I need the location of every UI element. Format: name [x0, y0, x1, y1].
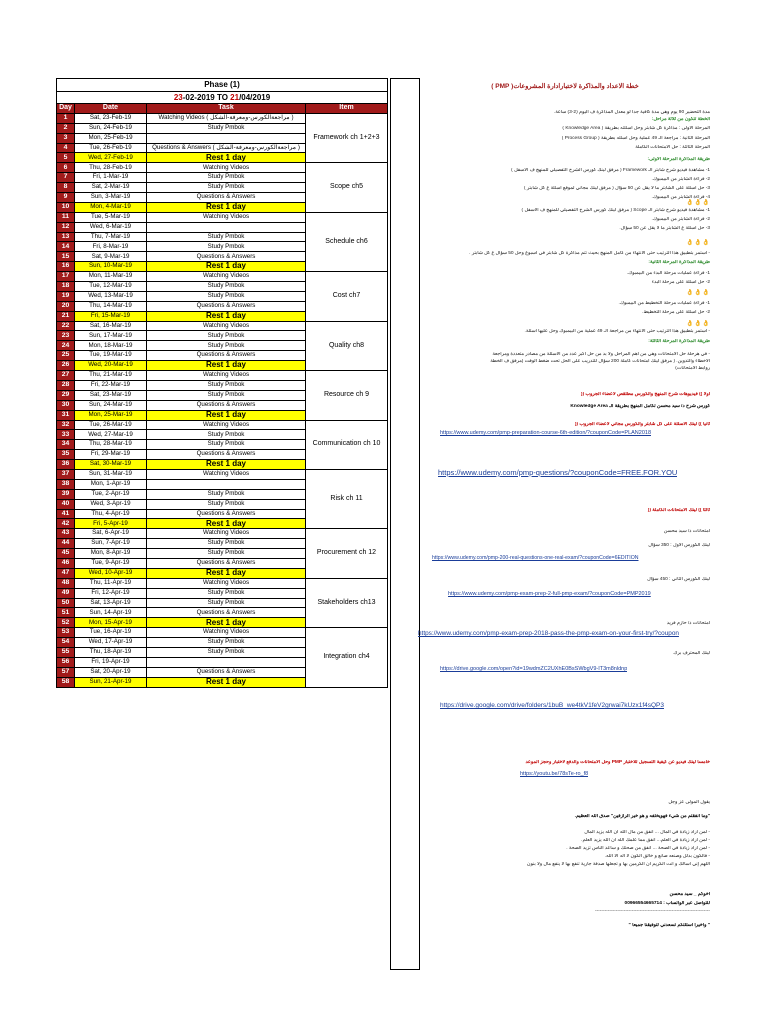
day-number: 33 — [57, 430, 75, 440]
task-cell: Watching Videos — [147, 420, 306, 430]
note-line: ------------------------------------------------------------------------ — [594, 909, 710, 914]
note-line: المرحلة الثالثة : حل الامتحانات الكاملة — [635, 145, 710, 150]
item-chapter: Scope ch5 — [306, 163, 388, 212]
note-line: 1- قراءة عمليات مرحلة البدء من البيمبوك. — [626, 271, 710, 276]
note-line: طريقة المذاكرة المرحلة الثالثة: — [648, 339, 710, 344]
rest-day-cell: Rest 1 day — [147, 568, 306, 578]
date-cell: Wed, 3-Apr-19 — [75, 499, 147, 509]
day-number: 47 — [57, 568, 75, 578]
table-row — [57, 578, 388, 588]
date-cell: Fri, 22-Mar-19 — [75, 380, 147, 390]
day-number: 9 — [57, 193, 75, 203]
task-cell: Questions & Answers — [147, 558, 306, 568]
rest-day-cell: Rest 1 day — [147, 153, 306, 163]
resource-link[interactable]: https://www.udemy.com/pmp-questions/?couponCode=FREE.FOR.YOU — [438, 468, 678, 477]
note-line: - لمن اراد زيادة في العلم... انفق مما علمك الله ان الله يزيد العلم. — [581, 838, 710, 843]
note-line: 2- قراءة الشابتر من البيمبوك. — [651, 177, 710, 182]
note-line: طريقة المذاكرة المرحلة الثانية: — [648, 260, 710, 265]
day-number: 55 — [57, 647, 75, 657]
note-line: - لمن اراد زيادة في الصحة ... انفق من صحتك و ساعد الناس تزيد الصحة . — [566, 846, 710, 851]
table-row — [57, 113, 388, 123]
day-number: 41 — [57, 509, 75, 519]
day-number: 51 — [57, 608, 75, 618]
task-cell: Study Pmbok — [147, 440, 306, 450]
task-cell: Study Pmbok — [147, 499, 306, 509]
date-cell: Mon, 18-Mar-19 — [75, 341, 147, 351]
day-number: 39 — [57, 489, 75, 499]
date-cell: Tue, 19-Mar-19 — [75, 351, 147, 361]
note-line: كورس شرح د/ سيد محسن تكامل المنهج بطريقة الـ Knowledge Area — [570, 404, 710, 409]
date-cell: Sat, 2-Mar-19 — [75, 183, 147, 193]
task-cell: Study Pmbok — [147, 390, 306, 400]
day-number: 54 — [57, 638, 75, 648]
day-number: 5 — [57, 153, 75, 163]
item-chapter: Framework ch 1+2+3 — [306, 113, 388, 162]
rest-day-cell: Rest 1 day — [147, 262, 306, 272]
task-cell: Questions & Answers ( مراجعةالكورس-ومعرفة-الشكل ) — [147, 143, 306, 153]
date-cell: Mon, 15-Apr-19 — [75, 618, 147, 628]
rest-day-cell: Rest 1 day — [147, 460, 306, 470]
table-row — [57, 321, 388, 331]
note-line: 1- قراءة عمليات مرحلة التخطيط من البيمبوك. — [618, 301, 710, 306]
day-number: 40 — [57, 499, 75, 509]
date-cell: Sun, 17-Mar-19 — [75, 331, 147, 341]
task-cell: Study Pmbok — [147, 549, 306, 559]
day-number: 26 — [57, 361, 75, 371]
task-cell: Study Pmbok — [147, 173, 306, 183]
note-line: يقول المولى عز وجل — [668, 800, 710, 805]
resource-link[interactable]: https://drive.google.com/drive/folders/1buB_we4tkV1feV2grwai7kUzx1f4sQP3 — [440, 702, 665, 709]
col-header-task: Task — [147, 104, 306, 114]
task-cell: Study Pmbok — [147, 539, 306, 549]
item-chapter: Schedule ch6 — [306, 212, 388, 271]
task-cell: Study Pmbok — [147, 380, 306, 390]
item-chapter: Cost ch7 — [306, 272, 388, 321]
note-line: اللهم إني أسألك و أنت الكريم ان الكرمين بها و تجعلها صدقة جارية تنفع بها لا ينفع مال ولا بنون — [526, 862, 710, 867]
resource-link[interactable]: https://youtu.be/78sTe-ro_f8 — [520, 771, 589, 777]
day-number: 25 — [57, 351, 75, 361]
note-line: - استمر بتطبيق هذا الترتيب حتى الانتهاء من مراجعة الـ 49 عملية من البيمبوك وحل عليها اسئلة. — [524, 329, 710, 334]
task-cell: Study Pmbok — [147, 242, 306, 252]
day-number: 19 — [57, 291, 75, 301]
day-number: 15 — [57, 252, 75, 262]
note-line: - فالكون بدلل وصنعه صانع و خالق الكون لا اله الا الله. — [604, 854, 710, 859]
note-line: المرحلة الثانية : مراجعة الـ 49 عملية وحل اسئله بطريقة ( Process Group ) — [561, 136, 710, 141]
task-cell: Study Pmbok — [147, 282, 306, 292]
note-line: "وما أنفقتم من شيء فهويخلفه و هو خير الرازقين" صدق الله العظيم. — [574, 814, 710, 819]
task-cell: Questions & Answers — [147, 301, 306, 311]
day-number: 16 — [57, 262, 75, 272]
day-number: 44 — [57, 539, 75, 549]
date-cell: Thu, 11-Apr-19 — [75, 578, 147, 588]
day-number: 29 — [57, 390, 75, 400]
day-number: 49 — [57, 588, 75, 598]
date-cell: Mon, 11-Mar-19 — [75, 272, 147, 282]
date-cell: Sat, 23-Feb-19 — [75, 113, 147, 123]
note-line: الاخطاء والتدوين. ( مرفق لينك امتحانات كاملة 200 سؤال للتدريب على الحل تحت ضغط الوقت (مرفق ف الخطة — [490, 359, 710, 364]
date-cell: Mon, 4-Mar-19 — [75, 202, 147, 212]
note-line: 2- حل اسئلة على مرحلة البدء — [651, 280, 710, 285]
task-cell — [147, 133, 306, 143]
date-cell: Tue, 2-Apr-19 — [75, 489, 147, 499]
date-cell: Thu, 4-Apr-19 — [75, 509, 147, 519]
table-row — [57, 163, 388, 173]
task-cell: Study Pmbok — [147, 331, 306, 341]
day-number: 50 — [57, 598, 75, 608]
rest-day-cell: Rest 1 day — [147, 202, 306, 212]
date-cell: Fri, 15-Mar-19 — [75, 311, 147, 321]
task-cell: Study Pmbok — [147, 291, 306, 301]
ok-hand-icon: 👌👌👌 — [686, 200, 710, 206]
note-line: - في هرحلة حل الامتحانات وهي من اهم المراحل ولا بد من حل اكبر عدد من الاسئلة من مصادر متعددة ومراجعة — [492, 352, 710, 357]
day-number: 57 — [57, 667, 75, 677]
day-number: 43 — [57, 529, 75, 539]
date-cell: Thu, 7-Mar-19 — [75, 232, 147, 242]
table-row — [57, 212, 388, 222]
task-cell: Study Pmbok — [147, 123, 306, 133]
table-row — [57, 420, 388, 430]
ok-hand-icon: 👌👌👌 — [686, 321, 710, 327]
resource-link[interactable]: https://www.udemy.com/pmp-exam-prep-2-full-pmp-exam/?couponCode=PMP2019 — [448, 591, 651, 597]
task-cell: Study Pmbok — [147, 430, 306, 440]
task-cell: Watching Videos — [147, 321, 306, 331]
day-number: 1 — [57, 113, 75, 123]
date-cell: Mon, 1-Apr-19 — [75, 479, 147, 489]
date-cell: Tue, 26-Mar-19 — [75, 420, 147, 430]
phase-title: Phase (1) — [57, 79, 388, 92]
date-cell: Wed, 13-Mar-19 — [75, 291, 147, 301]
note-line: لينك الكورس الثاني : 450 سؤال — [647, 577, 710, 582]
day-number: 27 — [57, 371, 75, 381]
date-cell: Sat, 20-Apr-19 — [75, 667, 147, 677]
table-row — [57, 272, 388, 282]
day-number: 10 — [57, 202, 75, 212]
day-number: 24 — [57, 341, 75, 351]
note-line: امتحانات د/ حازم فريد — [666, 621, 710, 626]
day-number: 23 — [57, 331, 75, 341]
date-cell: Thu, 28-Feb-19 — [75, 163, 147, 173]
note-line: ثانيا )) لينك الاسئلة على كل شابتر والكورس مجاني لاعضاء الجروب (( — [574, 422, 710, 427]
date-cell: Tue, 16-Apr-19 — [75, 628, 147, 638]
date-cell: Wed, 27-Feb-19 — [75, 153, 147, 163]
date-cell: Tue, 26-Feb-19 — [75, 143, 147, 153]
task-cell: Watching Videos — [147, 578, 306, 588]
date-cell: Sun, 24-Feb-19 — [75, 123, 147, 133]
rest-day-cell: Rest 1 day — [147, 519, 306, 529]
date-cell: Fri, 19-Apr-19 — [75, 657, 147, 667]
day-number: 4 — [57, 143, 75, 153]
note-line: اخوكم _ سيد محسن — [669, 892, 710, 897]
day-number: 30 — [57, 400, 75, 410]
schedule-table — [56, 78, 388, 688]
note-line: للتواصل عبر الواتساب : 00966554665714 — [624, 901, 710, 906]
task-cell: Questions & Answers — [147, 608, 306, 618]
note-line: مدة التحضير 90 يوم وهي مدة كافية جدا لو معدل المذاكرة ف اليوم (2-3) ساعة. — [553, 110, 710, 115]
date-cell: Thu, 28-Mar-19 — [75, 440, 147, 450]
note-line: 1- مشاهدة فيديو شرح شابتر الـ Framework ( مرفق لينك كورس الشرح التفصيلي للمنهج ف الاسفل ) — [511, 168, 710, 173]
task-cell: Study Pmbok — [147, 598, 306, 608]
task-cell: Watching Videos — [147, 272, 306, 282]
item-chapter: Resource ch 9 — [306, 371, 388, 420]
ok-hand-icon: 👌👌👌 — [686, 290, 710, 296]
date-cell: Tue, 12-Mar-19 — [75, 282, 147, 292]
date-cell: Sat, 16-Mar-19 — [75, 321, 147, 331]
resource-link[interactable]: https://www.udemy.com/pmp-exam-prep-2018-pass-the-pmp-exam-on-your-first-try/?coupon — [418, 630, 679, 637]
day-number: 58 — [57, 677, 75, 687]
note-line: لينك الكورس الاول : 350 سؤال — [648, 543, 710, 548]
date-cell: Sat, 6-Apr-19 — [75, 529, 147, 539]
rest-day-cell: Rest 1 day — [147, 311, 306, 321]
resource-link[interactable]: https://www.udemy.com/pmp-200-real-questions-one-real-exam/?couponCode=6EDITION — [432, 555, 639, 561]
plan-title: خطة الاعداد والمذاكرة لاختبارادارة المشروعات( PMP ) — [491, 83, 639, 90]
day-number: 37 — [57, 469, 75, 479]
day-number: 48 — [57, 578, 75, 588]
task-cell: Study Pmbok — [147, 489, 306, 499]
date-cell: Wed, 17-Apr-19 — [75, 638, 147, 648]
date-cell: Tue, 5-Mar-19 — [75, 212, 147, 222]
day-number: 20 — [57, 301, 75, 311]
note-line: خامسا لينك فيديو عن كيفية التسجيل للاختبار PMP وحل الامتحانات والدفع لاختبار وحجز الموعد — [525, 760, 710, 765]
task-cell: Questions & Answers — [147, 193, 306, 203]
date-cell: Sun, 21-Apr-19 — [75, 677, 147, 687]
note-line: أولا )) فيديوهات شرح المنهج والكورس مطلقص لاعضاء الجروب (( — [580, 392, 710, 397]
date-cell: Thu, 21-Mar-19 — [75, 371, 147, 381]
item-chapter: Stakeholders ch13 — [306, 578, 388, 627]
day-number: 52 — [57, 618, 75, 628]
date-cell: Wed, 27-Mar-19 — [75, 430, 147, 440]
task-cell — [147, 479, 306, 489]
day-number: 18 — [57, 282, 75, 292]
task-cell: Study Pmbok — [147, 232, 306, 242]
date-cell: Fri, 5-Apr-19 — [75, 519, 147, 529]
resource-link[interactable]: https://www.udemy.com/pmp-preparation-course-6th-edition/?couponCode=PLAN2018 — [440, 430, 652, 436]
task-cell: Questions & Answers — [147, 667, 306, 677]
date-cell: Thu, 18-Apr-19 — [75, 647, 147, 657]
date-cell: Mon, 8-Apr-19 — [75, 549, 147, 559]
day-number: 21 — [57, 311, 75, 321]
date-cell: Sun, 24-Mar-19 — [75, 400, 147, 410]
rest-day-cell: Rest 1 day — [147, 677, 306, 687]
day-number: 3 — [57, 133, 75, 143]
table-row — [57, 371, 388, 381]
note-line: 3- حل اسئلة على الشابتر ما لا يقل عن 50 سؤال ( مرفق لينك مجاني لموقع اسئلة ع كل شابتر ) — [523, 186, 710, 191]
day-number: 31 — [57, 410, 75, 420]
resource-link[interactable]: https://drive.google.com/open?id=19wdmZC2UXhE0BsSWbgV9-IT3m8nldnp — [440, 666, 628, 672]
task-cell: Watching Videos — [147, 163, 306, 173]
day-number: 14 — [57, 242, 75, 252]
day-number: 45 — [57, 549, 75, 559]
note-line: 3- حل اسئلة ع الشابتر ما لا يقل عن 50 سؤال. — [619, 226, 710, 231]
note-line: " واخيرا اسئلتكم تسعدني لتوفيقنا جميعا " — [628, 923, 710, 928]
date-cell: Wed, 20-Mar-19 — [75, 361, 147, 371]
day-number: 46 — [57, 558, 75, 568]
task-cell: Watching Videos — [147, 628, 306, 638]
date-cell: Thu, 14-Mar-19 — [75, 301, 147, 311]
task-cell: Study Pmbok — [147, 341, 306, 351]
date-cell: Sun, 31-Mar-19 — [75, 469, 147, 479]
date-cell: Sun, 3-Mar-19 — [75, 193, 147, 203]
column-divider — [390, 78, 420, 970]
day-number: 34 — [57, 440, 75, 450]
date-cell: Sat, 30-Mar-19 — [75, 460, 147, 470]
day-number: 35 — [57, 450, 75, 460]
task-cell: Watching Videos — [147, 212, 306, 222]
day-number: 7 — [57, 173, 75, 183]
note-line: امتحانات د/ سيد محسن — [663, 529, 710, 534]
task-cell: Watching Videos ( مراجعةالكورس-ومعرفة-الشكل ) — [147, 113, 306, 123]
item-chapter: Risk ch 11 — [306, 469, 388, 528]
item-chapter: Quality ch8 — [306, 321, 388, 370]
note-line: 2- حل اسئلة على مرحلة التخطيط. — [642, 310, 710, 315]
date-cell: Sun, 14-Apr-19 — [75, 608, 147, 618]
rest-day-cell: Rest 1 day — [147, 618, 306, 628]
note-line: ثالثا )) لينك الامتحانات الكاملة (( — [647, 508, 710, 513]
date-cell: Mon, 25-Mar-19 — [75, 410, 147, 420]
item-chapter: Integration ch4 — [306, 628, 388, 687]
item-chapter: Communication ch 10 — [306, 420, 388, 469]
note-line: روابط الامتحانات) — [675, 366, 710, 371]
note-line: لينك المحترف برك — [673, 651, 710, 656]
table-row — [57, 469, 388, 479]
day-number: 11 — [57, 212, 75, 222]
schedule-table-wrapper — [56, 78, 387, 688]
note-line: 4- قراءة الشابتر من البيمبوك. — [651, 195, 710, 200]
date-cell: Fri, 8-Mar-19 — [75, 242, 147, 252]
day-number: 8 — [57, 183, 75, 193]
task-cell: Questions & Answers — [147, 509, 306, 519]
date-cell: Sun, 7-Apr-19 — [75, 539, 147, 549]
note-line: - استمر بتطبيق هذا الترتيب حتى الانتهاء من كامل المنهج بحيث تتم مذاكرة كل شابتر في اسبوع وحل 50 سؤال ع كل شابتر . — [469, 251, 710, 256]
note-line: المرحلة الاولى : مذاكرة كل شابتر وحل اسئلته بطريقة ( Knowledge Area ) — [562, 126, 710, 131]
date-cell: Sat, 23-Mar-19 — [75, 390, 147, 400]
date-cell: Sun, 10-Mar-19 — [75, 262, 147, 272]
day-number: 38 — [57, 479, 75, 489]
task-cell: Watching Videos — [147, 469, 306, 479]
note-line: - لمن اراد زيادة في المال ... انفق من مال الله ان الله يزيد المال — [584, 830, 710, 835]
table-row — [57, 628, 388, 638]
note-line: طريقة المذاكرة المرحلة الأولى: — [647, 157, 710, 162]
date-cell: Mon, 25-Feb-19 — [75, 133, 147, 143]
date-cell: Sat, 9-Mar-19 — [75, 252, 147, 262]
day-number: 32 — [57, 420, 75, 430]
task-cell — [147, 222, 306, 232]
date-cell: Wed, 10-Apr-19 — [75, 568, 147, 578]
day-number: 42 — [57, 519, 75, 529]
day-number: 28 — [57, 380, 75, 390]
col-header-day: Day — [57, 104, 75, 114]
note-line: الخطة تتكون من ثلاثة مراحل: — [651, 117, 710, 122]
task-cell: Study Pmbok — [147, 647, 306, 657]
day-number: 13 — [57, 232, 75, 242]
date-cell: Fri, 1-Mar-19 — [75, 173, 147, 183]
date-cell: Tue, 9-Apr-19 — [75, 558, 147, 568]
note-line: 1- مشاهدة فيديو شرح شابتر الـ Scope ( مرفق لينك كورس الشرح التفصيلي للمنهج ف الاسفل ) — [521, 208, 710, 213]
table-row — [57, 529, 388, 539]
task-cell: Study Pmbok — [147, 638, 306, 648]
rest-day-cell: Rest 1 day — [147, 361, 306, 371]
item-chapter: Procurement ch 12 — [306, 529, 388, 578]
day-number: 2 — [57, 123, 75, 133]
task-cell: Questions & Answers — [147, 400, 306, 410]
col-header-date: Date — [75, 104, 147, 114]
task-cell: Watching Videos — [147, 371, 306, 381]
day-number: 22 — [57, 321, 75, 331]
col-header-item: Item — [306, 104, 388, 114]
note-line: 2- قراءة الشابتر من البيمبوك. — [651, 217, 710, 222]
day-number: 56 — [57, 657, 75, 667]
rest-day-cell: Rest 1 day — [147, 410, 306, 420]
phase-date-range: 23-02-2019 TO 21/04/2019 — [57, 92, 388, 104]
date-cell: Wed, 6-Mar-19 — [75, 222, 147, 232]
ok-hand-icon: 👌👌👌 — [686, 240, 710, 246]
task-cell: Study Pmbok — [147, 588, 306, 598]
day-number: 53 — [57, 628, 75, 638]
date-cell: Fri, 12-Apr-19 — [75, 588, 147, 598]
day-number: 17 — [57, 272, 75, 282]
task-cell: Study Pmbok — [147, 183, 306, 193]
date-cell: Sat, 13-Apr-19 — [75, 598, 147, 608]
day-number: 12 — [57, 222, 75, 232]
day-number: 36 — [57, 460, 75, 470]
date-cell: Fri, 29-Mar-19 — [75, 450, 147, 460]
task-cell — [147, 657, 306, 667]
task-cell: Questions & Answers — [147, 450, 306, 460]
day-number: 6 — [57, 163, 75, 173]
task-cell: Watching Videos — [147, 529, 306, 539]
task-cell: Questions & Answers — [147, 252, 306, 262]
task-cell: Questions & Answers — [147, 351, 306, 361]
